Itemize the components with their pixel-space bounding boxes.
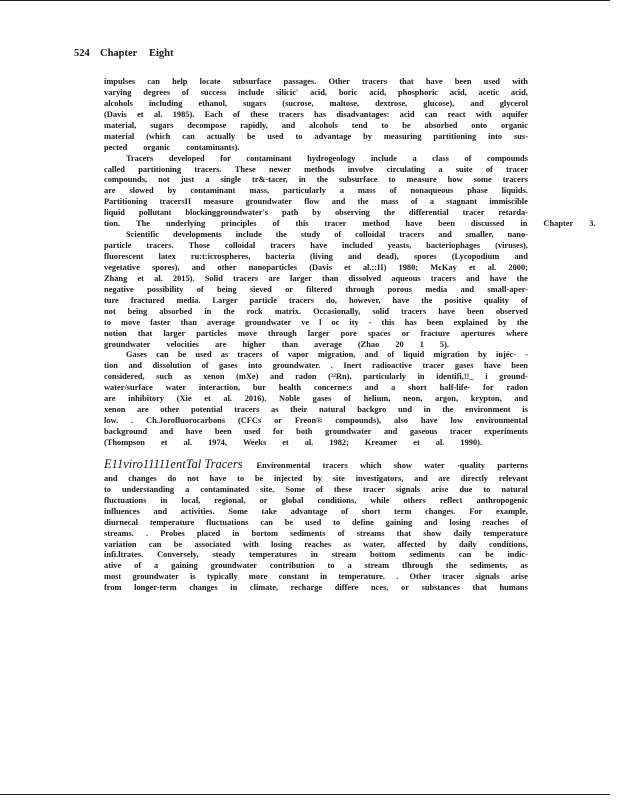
- text-line: background and have been used for both groundwater and gaseous tracer experiments: [104, 427, 528, 436]
- text-line: groundwater velocities are higher than average (Zhao 20 1 5).: [104, 339, 449, 349]
- text-line: ture fractured media. Larger particle tracers do, however, have the positive quality of: [104, 295, 528, 305]
- text-line: (Davis et al. 1985). Each of these tracers has disadvantages: acid can react with aquifer: [104, 109, 528, 119]
- text-line: pected organic contaminants).: [104, 142, 240, 152]
- bottom-rule: [0, 794, 610, 795]
- text-line: negative possibility of being sieved or filtered through porous media and small-aper-: [104, 284, 528, 294]
- text-line: tion. The underlying principles of this tracer method have been discussed in Chapter 3.: [104, 219, 596, 229]
- text-line: material, sugars decompose rapidly, and alcohols tend to be absorbed onto organic: [104, 120, 528, 130]
- body-text: [104, 77, 596, 594]
- section-title: E11viro11111entTal Tracers: [104, 456, 243, 471]
- text-line: Scientific developments include the study of colloidal tracers and smaller, nano-: [126, 230, 528, 240]
- text-line: low. . Ch.Jorofluorocarbons (CFCs or Freon® compounds), also have low environmental: [104, 416, 528, 426]
- text-line: compounds, not just a single tr&-tacer, in the subsurface to measure how some tracers: [104, 175, 528, 185]
- text-line: considered, such as xenon (mXe) and radon (²²Rn), particularly in identifi,!!_ i ground-: [104, 372, 528, 382]
- section-first-line: Environmental tracers which show water -quality parterns: [256, 460, 528, 470]
- text-line: streams. . Probes placed in bortom sediments of streams that show daily temperature: [104, 528, 528, 538]
- text-line: are inhibitory (Xie et al. 2016). Noble gases of helium, neon, argon, krypton, and: [104, 394, 528, 404]
- text-line: are slowed by contaminant mass, particularly a mass of nonaqueous phase liquids.: [104, 186, 528, 196]
- text-line: fluctuations in local, regional, or global conditions, while others reflect anthropogenic: [104, 495, 528, 505]
- text-line: (Thompson et al. 1974, Weeks et al. 1982; Kreamer et al. 1990).: [104, 437, 483, 447]
- text-line: Tracers developed for contaminant hydrogeology include a class of compounds: [126, 153, 528, 163]
- text-line: Partitioning tracersII measure groundwater flow and the mass of a stagnant immiscible: [104, 197, 528, 207]
- text-line: fluorescent latex ru:t:icrospheres, bacteria (living and dead), spores (Lycopodium and: [104, 252, 528, 261]
- text-line: called partitioning tracers. These newer methods involve circulating a suite of tracer: [104, 164, 528, 174]
- text-line: Zhang et al. 2015). Solid tracers are larger than dissolved aqueous tracers and have the: [104, 273, 528, 283]
- page-number: 524: [74, 48, 90, 59]
- text-line: not being absorbed in the rock matrix. Occasionally, solid tracers have been observed: [104, 306, 528, 316]
- text-line: varying degrees of success include silicic' acid, boric acid, phosphoric acid, acetic acid,: [104, 87, 528, 97]
- top-rule: [0, 0, 610, 1]
- running-header: [74, 48, 554, 62]
- text-line: vegetative spores), and other nanoparticles (Davis et al.::II) 1980; McKay et al. 2000;: [104, 262, 528, 272]
- text-line: infi.ltrates. Conversely, steady temperatures in stream bottom sediments can be indic-: [104, 550, 528, 560]
- text-line: liquid pollutant blockinggroundwater's path by observing the differential tracer retarda-: [104, 208, 528, 218]
- text-line: Gases can be used as tracers of vapor migration, and of liquid migration by injéc- -: [126, 350, 528, 360]
- text-line: tion and dissolution of gases into groundwater. . Inert radioactive tracer gases have been: [104, 361, 528, 371]
- section-heading-line: [104, 456, 528, 474]
- text-line: particle tracers. Those colloidal tracers have included yeasts, bacteriophages (viruses),: [104, 241, 528, 251]
- text-line: to understanding a contaminated site. Some of these tracer signals arise due to natural: [104, 484, 528, 494]
- chapter-label: Chapter: [100, 48, 138, 59]
- text-line: most groundwater is typically more constant in temperature. . Other tracer signals arise: [104, 572, 528, 582]
- text-line: diurnecal temperature fluctuations can be used to define gaining and losing reaches of: [104, 517, 528, 527]
- text-line: material (which can actually be used to advantage by measuring partitioning into sus-: [104, 131, 528, 141]
- text-line: and changes do not have to be injected by site investigators, and are directly relevant: [104, 473, 528, 483]
- text-line: variation can be associated with losing reaches as water, affected by daily conditions,: [104, 539, 528, 549]
- text-line: ative of a gaining groundwater contribution to a stream tlhrough the sediments, as: [104, 561, 528, 571]
- text-line: impulses can help locate subsurface passages. Other tracers that have been used with: [104, 77, 528, 86]
- text-line: xenon are other potential tracers as their natural backgro und in the environment is: [104, 405, 528, 415]
- chapter-number: Eight: [149, 48, 174, 59]
- text-line: from longer-term changes in climate, recharge differe nces, or substances that humans: [104, 583, 528, 593]
- text-line: alcohols including ethanol, sugars (sucrose, maltose, dextrose, glucose), and glycerol: [104, 98, 528, 108]
- text-line: water/surface water interaction, bur health concerne:s and a short half-life- for radon: [104, 383, 528, 393]
- text-line: notion that larger particles move through larger pore spaces or fracture apertures where: [104, 328, 528, 338]
- text-line: influences and activities. Some take advantage of short term changes. For example,: [104, 506, 528, 516]
- text-line: to move faster than average groundwater ve l oc ity - this has been explained by the: [104, 317, 528, 327]
